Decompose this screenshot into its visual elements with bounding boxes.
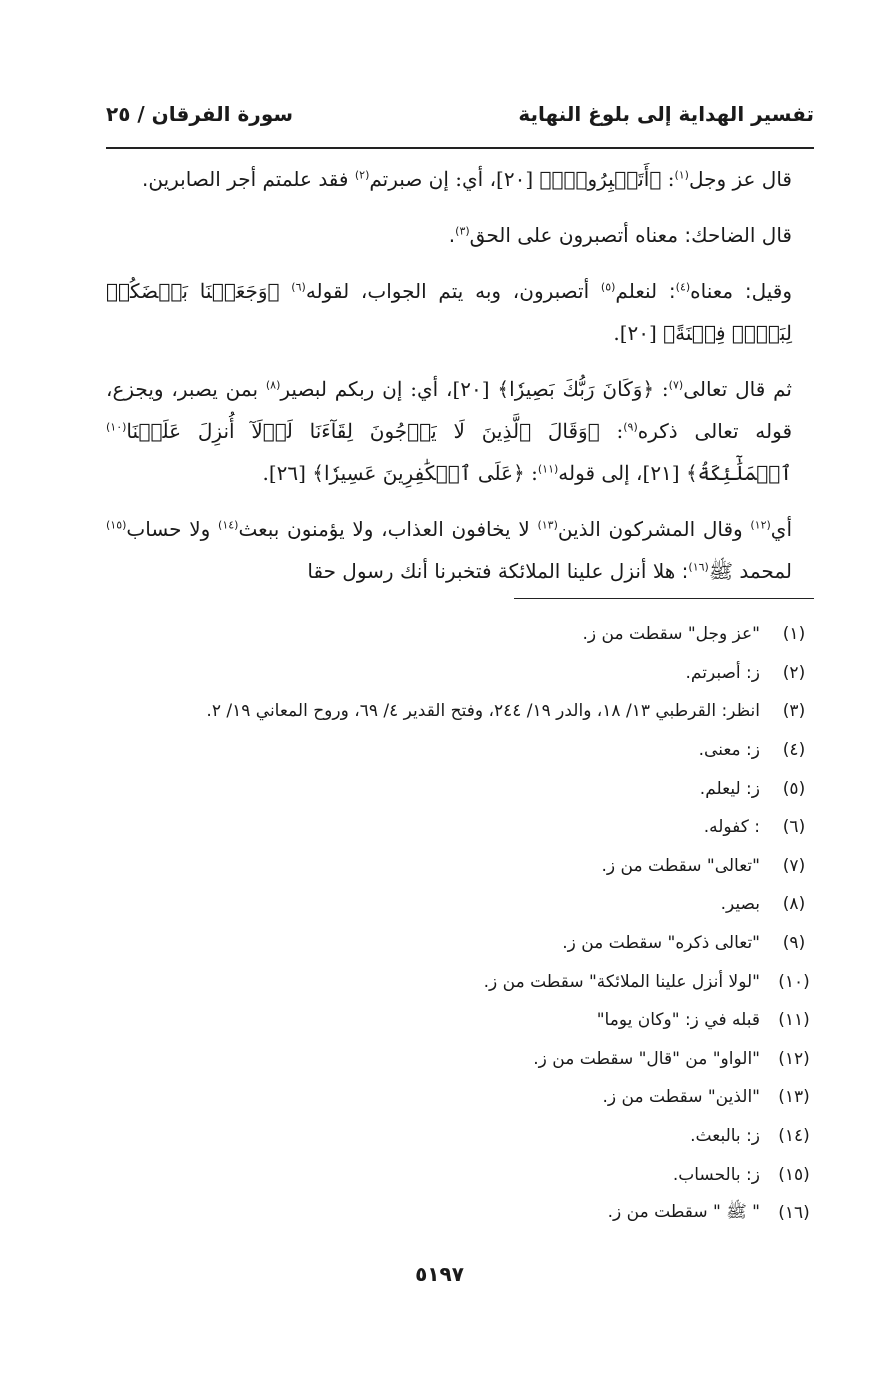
footnote <box>140 1001 820 1040</box>
footnote-text: "تعالى" سقطت من ز. <box>601 855 760 876</box>
footnote-text: "لولا أنزل علينا الملائكة" سقطت من ز. <box>483 971 760 992</box>
footnote-ref: (١٤) <box>218 518 239 532</box>
paragraph-5 <box>106 508 814 592</box>
main-text <box>106 158 814 606</box>
footnote-text: ز: ليعلم. <box>699 778 760 799</box>
text-run: : ﴿وَكَانَ رَبُّكَ بَصِيرٗا﴾ [٢٠]، أي: إن ربكم لبصير <box>280 377 669 401</box>
paragraph-3 <box>106 270 814 354</box>
footnote <box>140 1040 820 1079</box>
footnote <box>140 654 820 693</box>
footnote-text: "الواو" من "قال" سقطت من ز. <box>533 1048 760 1069</box>
footnote-number: (١٢) <box>778 1048 810 1069</box>
text-run: قال الضاحك: معناه أتصبرون على الحق <box>469 223 792 247</box>
footnote-ref: (٢) <box>354 168 370 182</box>
text-run: ٱلۡمَلَٰٓئِكَةُ﴾ [٢١]، إلى قوله <box>558 461 792 485</box>
footnote <box>140 692 820 731</box>
footnote-number: (٨) <box>782 894 806 915</box>
footnote-ref: (١١) <box>537 462 559 476</box>
footnote-ref: (١٠) <box>106 420 127 434</box>
text-run: فقد علمتم أجر الصابرين. <box>141 167 355 191</box>
footnote-divider <box>514 598 814 599</box>
header-divider <box>106 147 814 149</box>
footnote <box>140 769 820 808</box>
text-run: ثم قال تعالى <box>683 377 792 401</box>
text-run: أي <box>770 517 793 541</box>
text-run: أتصبرون، وبه يتم الجواب، لقوله <box>305 279 601 303</box>
footnote-ref: (٧) <box>668 378 684 392</box>
footnote-ref: (٥) <box>600 280 616 294</box>
text-run: لمحمد ﷺ <box>708 559 792 583</box>
footnote-ref: (١٢) <box>750 518 771 532</box>
paragraph-2 <box>106 214 814 256</box>
surah-label: سورة الفرقان / ٢٥ <box>106 102 294 126</box>
text-run: وقال المشركون الذين <box>557 517 751 541</box>
footnote <box>140 1155 820 1194</box>
page-number: ٥١٩٧ <box>415 1262 464 1286</box>
footnote-number: (٣) <box>782 701 806 722</box>
footnote-ref: (١٦) <box>688 560 709 574</box>
footnote-number: (٥) <box>782 778 806 799</box>
footnote <box>140 962 820 1001</box>
footnote-number: (٦) <box>782 817 806 838</box>
footnote <box>140 1194 820 1233</box>
text-run: ولا حساب <box>126 517 219 541</box>
running-header <box>106 96 814 132</box>
footnote-ref: (٣) <box>455 224 470 238</box>
footnote-number: (٧) <box>782 855 806 876</box>
footnote-number: (١٦) <box>778 1203 810 1224</box>
text-run: : ﴿أَتَصۡبِرُونَۗ﴾ [٢٠]، أي: إن صبرتم <box>369 167 675 191</box>
footnotes <box>140 615 820 1233</box>
footnote-number: (٩) <box>782 933 806 954</box>
footnote-number: (٤) <box>782 740 806 761</box>
footnote-text: "الذين" سقطت من ز. <box>602 1087 760 1108</box>
footnote-text: : كفوله. <box>703 817 760 838</box>
footnote <box>140 885 820 924</box>
footnote-text: ز: بالبعث. <box>690 1126 760 1147</box>
footnote-ref: (٩) <box>623 420 638 434</box>
footnote-ref: (٨) <box>265 378 281 392</box>
text-run: ﴿وَجَعَلۡنَا بَعۡضَكُمۡ لِبَعۡضٖ فِتۡنَةً﴾ [٢٠]. <box>106 279 792 345</box>
footnote-number: (٢) <box>782 662 806 683</box>
footnote-number: (١٣) <box>778 1087 810 1108</box>
text-run: : ﴿عَلَى ٱلۡكَٰفِرِينَ عَسِيرٗا﴾ [٢٦]. <box>262 461 538 485</box>
footnote-number: (١١) <box>778 1010 810 1031</box>
text-run: قال عز وجل <box>688 167 792 191</box>
text-run: : لنعلم <box>615 279 676 303</box>
book-title: تفسير الهداية إلى بلوغ النهاية <box>518 102 814 126</box>
text-run: لا يخافون العذاب، ولا يؤمنون ببعث <box>238 517 538 541</box>
footnote-ref: (٦) <box>291 280 306 294</box>
text-run: وقيل: معناه <box>690 279 793 303</box>
footnote-number: (١٤) <box>778 1126 810 1147</box>
text-run: بمن يصبر، ويجزع، قوله تعالى ذكره <box>106 377 793 443</box>
footnote-text: "عز وجل" سقطت من ز. <box>582 624 760 645</box>
footnote-ref: (١٣) <box>537 518 558 532</box>
text-run: : هلا أنزل علينا الملائكة فتخبرنا أنك رسول حقا <box>307 559 689 583</box>
footnote <box>140 731 820 770</box>
footnote <box>140 847 820 886</box>
footnote <box>140 1117 820 1156</box>
footnote-text: ز: بالحساب. <box>672 1164 760 1185</box>
footnote-text: " ﷺ " سقطت من ز. <box>607 1201 760 1222</box>
footnote-text: بصير. <box>720 894 760 915</box>
footnote-ref: (٤) <box>675 280 691 294</box>
footnote-number: (١٥) <box>778 1164 810 1185</box>
paragraph-1 <box>106 158 814 200</box>
footnote-text: قبله في ز: "وكان يوما" <box>596 1010 760 1031</box>
footnote-ref: (١) <box>674 168 689 182</box>
footnote-text: ز: معنى. <box>698 740 760 761</box>
footnote-text: "تعالى ذكره" سقطت من ز. <box>562 933 760 954</box>
footnote-ref: (١٥) <box>106 518 127 532</box>
footnote <box>140 808 820 847</box>
paragraph-4 <box>106 368 814 494</box>
footnote-text: انظر: القرطبي ١٣/ ١٨، والدر ١٩/ ٢٤٤، وفتح القدير ٤/ ٦٩، وروح المعاني ١٩/ ٢. <box>206 701 760 722</box>
footnote-number: (١) <box>782 624 806 645</box>
footnote <box>140 924 820 963</box>
footnote-number: (١٠) <box>778 971 810 992</box>
footnote <box>140 615 820 654</box>
text-run: . <box>448 223 456 247</box>
footnote-text: ز: أصبرتم. <box>685 662 760 683</box>
text-run: : ﴿وَقَالَ ٱلَّذِينَ لَا يَرۡجُونَ لِقَآءَنَا لَوۡلَآ أُنزِلَ عَلَيۡنَا <box>126 419 624 443</box>
footnote <box>140 1078 820 1117</box>
